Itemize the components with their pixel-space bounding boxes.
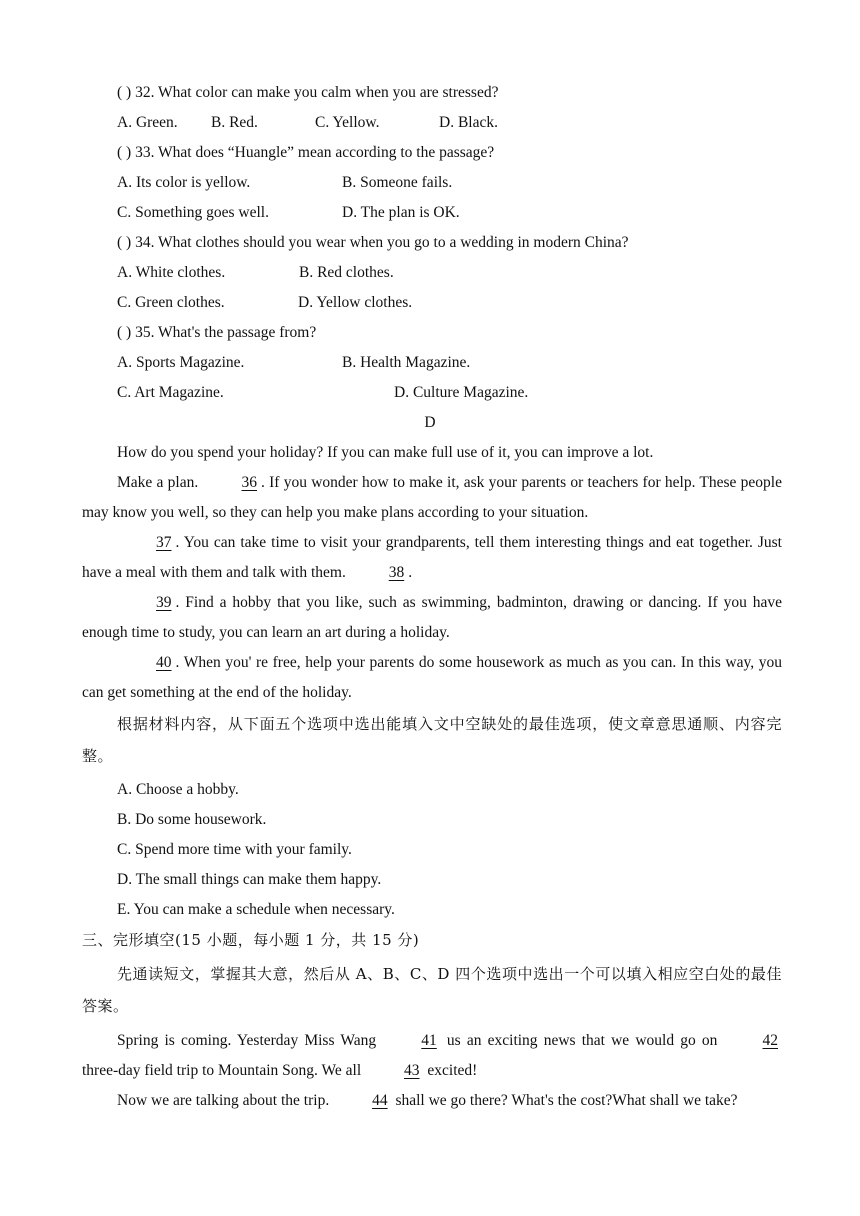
paragraph-text: us an exciting news that we would go on: [440, 1032, 724, 1049]
section-d-paragraph-3: [82, 588, 782, 648]
question-32-stem: ( ) 32. What color can make you calm when you are stressed?: [117, 84, 499, 101]
paragraph-text: Spring is coming. Yesterday Miss Wang: [117, 1032, 383, 1049]
q33-option-d: D. The plan is OK.: [342, 204, 460, 221]
paragraph-text: excited!: [423, 1062, 478, 1079]
blank-37: 37: [156, 534, 172, 551]
paragraph-text: . When you' re free, help your parents do some housework as much as you can. In this way, you can get something at the end of the holiday.: [82, 654, 782, 701]
paragraph-text: .: [408, 564, 413, 581]
section-3-instruction: 先通读短文，掌握其大意，然后从 A、B、C、D 四个选项中选出一个可以填入相应空白处的最佳答案。: [82, 965, 782, 1015]
section-3-heading: 三、完形填空(15 小题，每小题 1 分，共 15 分): [82, 931, 420, 949]
section-d-instruction: 根据材料内容，从下面五个选项中选出能填入文中空缺处的最佳选项，使文章意思通顺、内容完整。: [82, 715, 782, 765]
q34-option-b: B. Red clothes.: [299, 264, 394, 281]
question-33-stem: ( ) 33. What does “Huangle” mean according to the passage?: [117, 144, 495, 161]
section-d-option-e: E. You can make a schedule when necessary.: [117, 901, 395, 918]
blank-44: 44: [372, 1092, 388, 1109]
paragraph-text: Make a plan.: [117, 474, 203, 491]
blank-40: 40: [156, 654, 172, 671]
q35-option-d: D. Culture Magazine.: [394, 384, 529, 401]
blank-41: 41: [421, 1032, 437, 1049]
q32-option-a: A. Green.: [117, 114, 178, 131]
section-d-paragraph-4: [82, 648, 782, 708]
q34-option-d: D. Yellow clothes.: [298, 294, 413, 311]
q35-option-b: B. Health Magazine.: [342, 354, 471, 371]
q34-option-a: A. White clothes.: [117, 264, 226, 281]
paragraph-text: . You can take time to visit your grandparents, tell them interesting things and eat together. Just have a meal with them and talk with them.: [82, 534, 782, 581]
q35-option-c: C. Art Magazine.: [117, 384, 224, 401]
blank-38: 38: [388, 564, 405, 581]
section-d-intro: How do you spend your holiday? If you can make full use of it, you can improve a lot.: [117, 444, 654, 461]
section-3-paragraph-1: [82, 1026, 782, 1086]
q32-option-d: D. Black.: [439, 114, 498, 131]
section-d-option-c: C. Spend more time with your family.: [117, 841, 352, 858]
q32-option-c: C. Yellow.: [315, 114, 380, 131]
q34-option-c: C. Green clothes.: [117, 294, 225, 311]
paragraph-text: shall we go there? What's the cost?What shall we take?: [391, 1092, 738, 1109]
paragraph-text: Now we are talking about the trip.: [117, 1092, 334, 1109]
section-3-paragraph-2: [82, 1086, 782, 1116]
section-d-option-a: A. Choose a hobby.: [117, 781, 239, 798]
q32-option-b: B. Red.: [211, 114, 258, 131]
paragraph-text: . Find a hobby that you like, such as swimming, badminton, drawing or dancing. If you have enough time to study, you can learn an art during a holiday.: [82, 594, 782, 641]
blank-43: 43: [404, 1062, 420, 1079]
blank-39: 39: [156, 594, 172, 611]
blank-42: 42: [762, 1032, 779, 1049]
blank-36: 36: [241, 474, 257, 491]
paragraph-text: . If you wonder how to make it, ask your parents or teachers for help. These people may know you well, so they can help you make plans according to your situation.: [82, 474, 782, 521]
section-d-heading: D: [424, 414, 436, 431]
question-35-stem: ( ) 35. What's the passage from?: [117, 324, 317, 341]
question-34-stem: ( ) 34. What clothes should you wear when you go to a wedding in modern China?: [117, 234, 629, 251]
q33-option-b: B. Someone fails.: [342, 174, 453, 191]
q33-option-c: C. Something goes well.: [117, 204, 269, 221]
paragraph-text: three-day field trip to Mountain Song. We all: [82, 1062, 366, 1079]
section-d-option-d: D. The small things can make them happy.: [117, 871, 382, 888]
section-d-paragraph-2: [82, 528, 782, 588]
q33-option-a: A. Its color is yellow.: [117, 174, 251, 191]
q35-option-a: A. Sports Magazine.: [117, 354, 245, 371]
section-d-paragraph-1: [82, 468, 782, 528]
section-d-option-b: B. Do some housework.: [117, 811, 267, 828]
